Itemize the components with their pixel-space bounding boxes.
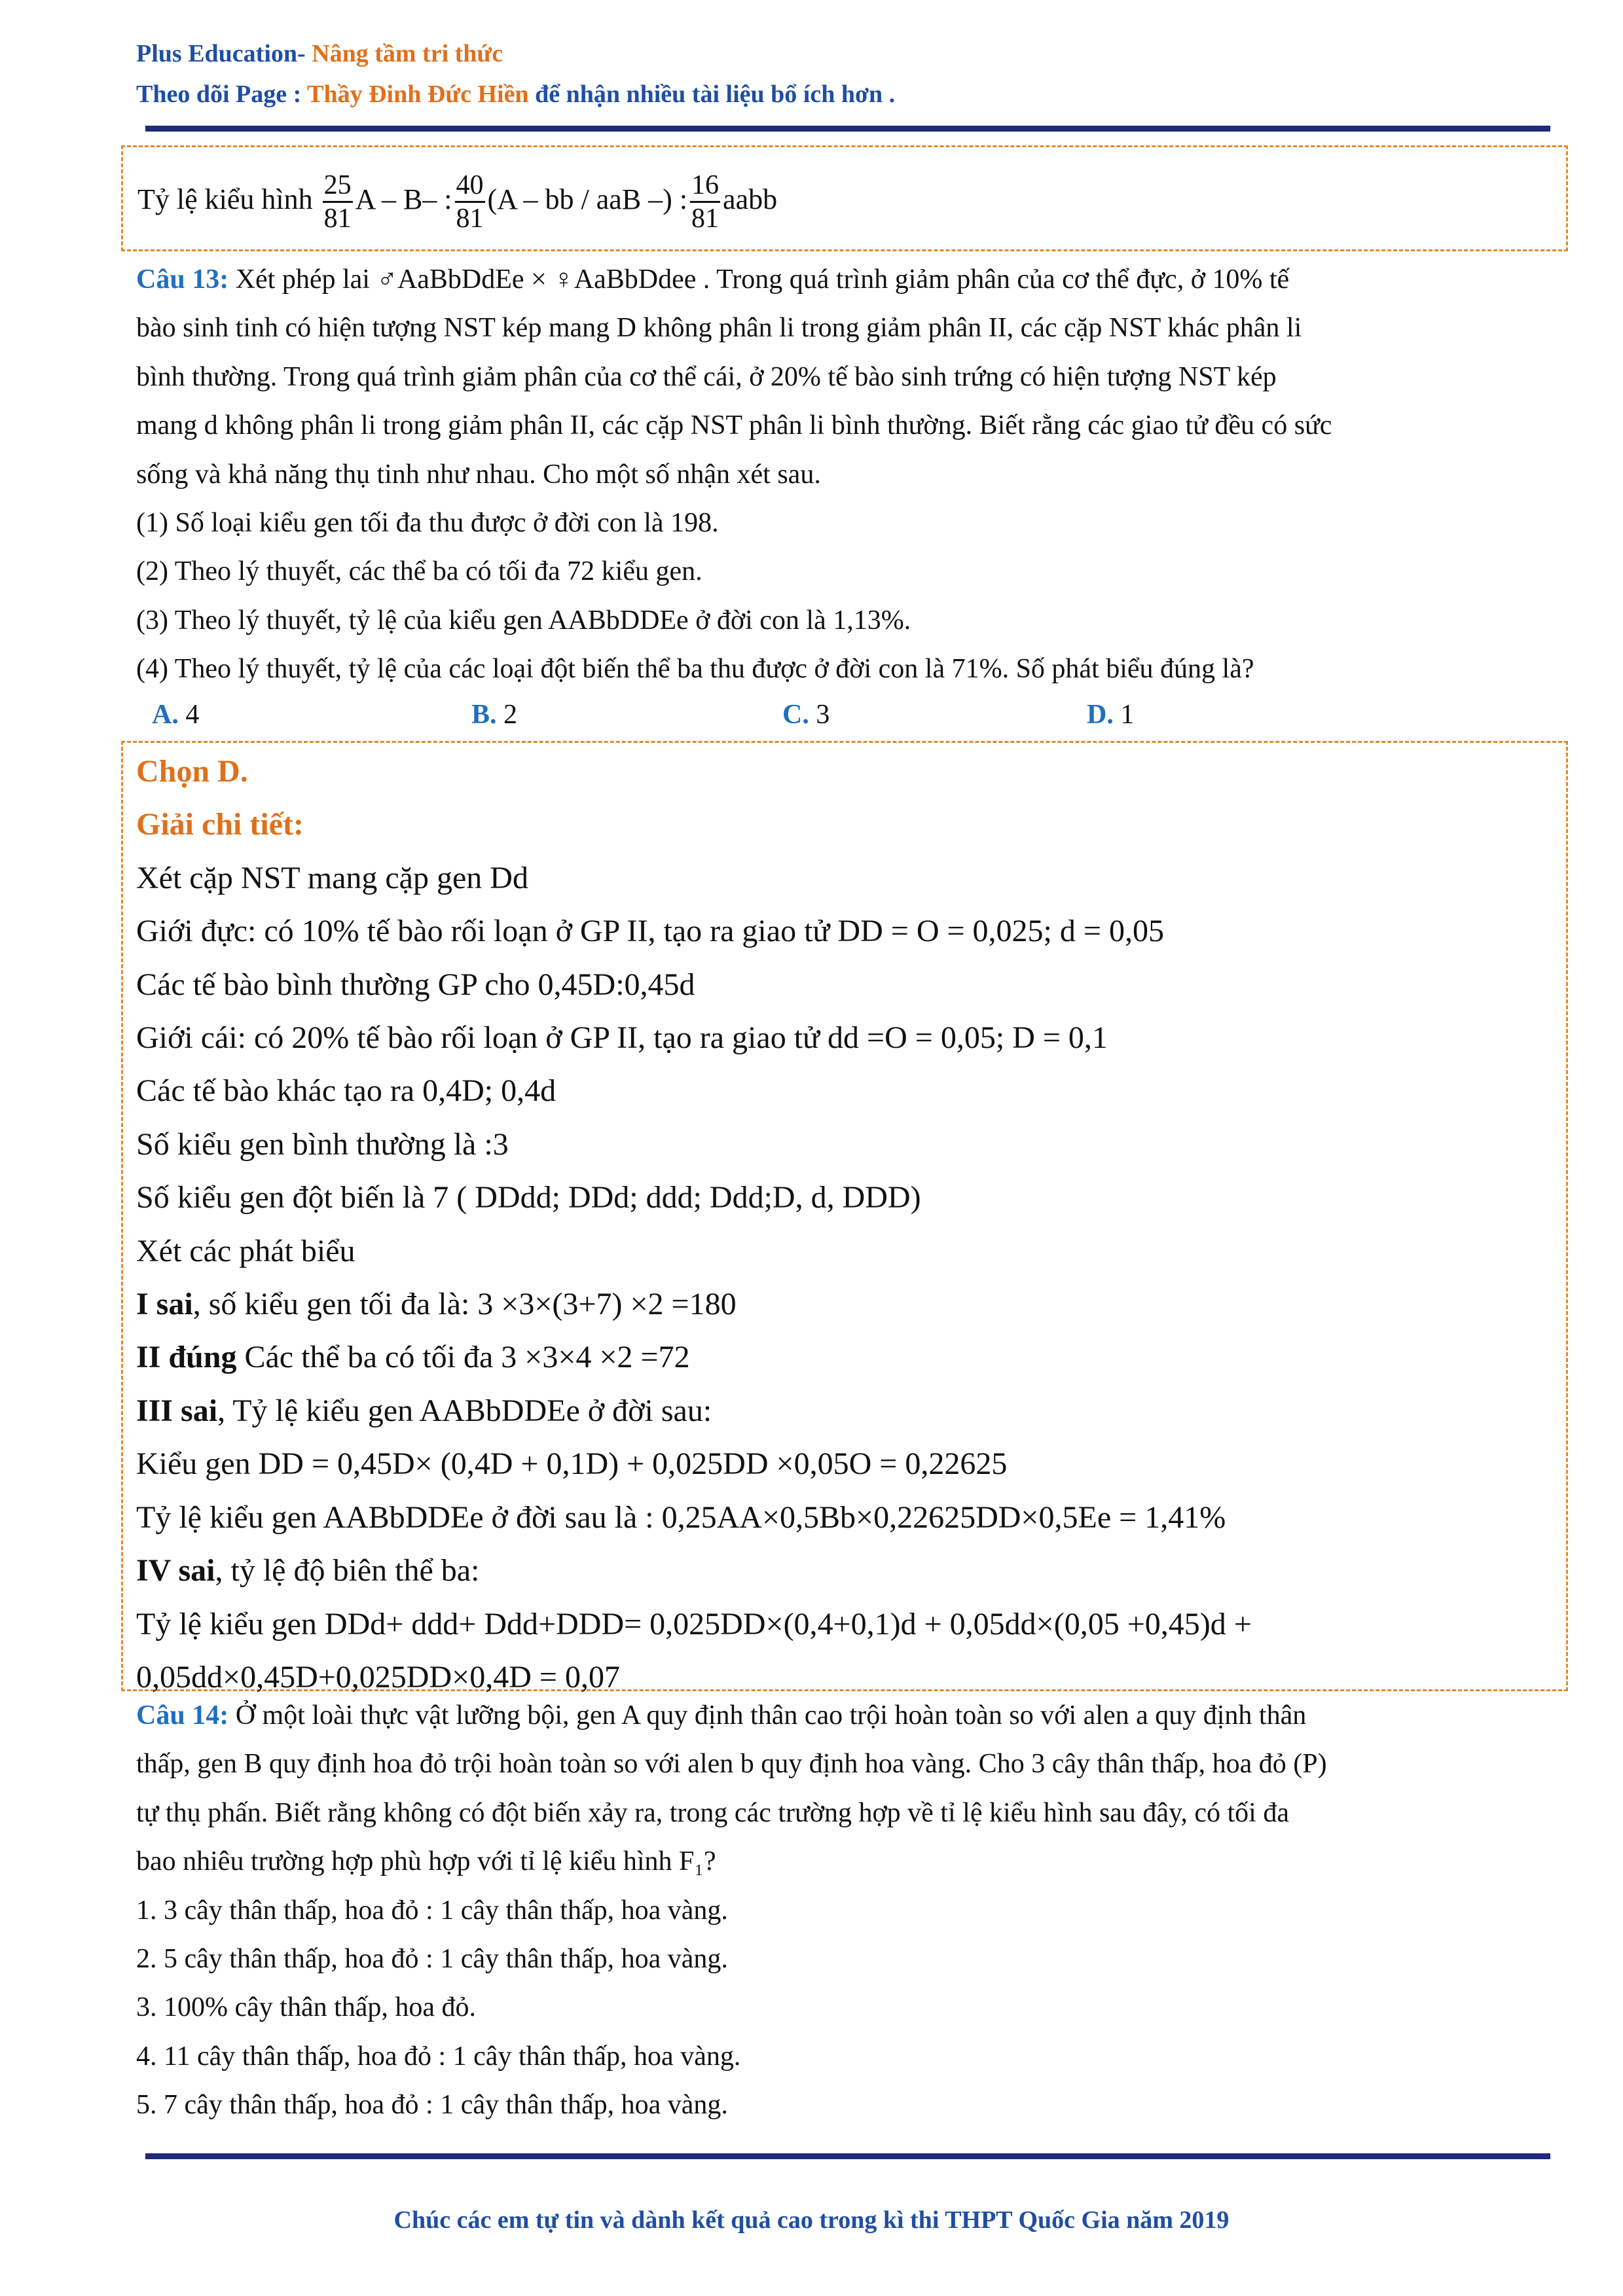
q14-line-4: bao nhiêu trường hợp phù hợp với tỉ lệ kiểu hình F₁? bbox=[136, 1846, 716, 1877]
verdict-4: IV sai bbox=[136, 1553, 215, 1588]
option-b-text: 2 bbox=[496, 700, 518, 730]
q13-line-1-text: Xét phép lai ♂AaBbDdEe × ♀AaBbDdee . Trong quá trình giảm phân của cơ thể đực, ở 10% tế bbox=[228, 264, 1290, 295]
option-c-text: 3 bbox=[809, 700, 830, 730]
q14-line-1-text: Ở một loài thực vật lưỡng bội, gen A quy định thân cao trội hoàn toàn so với alen a quy định thân bbox=[228, 1700, 1307, 1731]
solution-line-14 bbox=[136, 1544, 1252, 1597]
fraction-2-num: 40 bbox=[455, 170, 485, 203]
brand-tagline: Nâng tầm tri thức bbox=[305, 40, 503, 67]
q13-option-a[interactable] bbox=[152, 695, 199, 734]
follow-suffix: để nhận nhiều tài liệu bổ ích hơn . bbox=[528, 81, 896, 108]
solution-line-15: Tỷ lệ kiểu gen DDd+ ddd+ Ddd+DDD= 0,025DD×(0,4+0,1)d + 0,05dd×(0,05 +0,45)d + bbox=[136, 1606, 1252, 1641]
solution-line-8: Xét các phát biểu bbox=[136, 1233, 356, 1268]
fraction-1-num: 25 bbox=[323, 170, 353, 203]
solution-line-10 bbox=[136, 1331, 1252, 1384]
solution-line-10-text: Các thể ba có tối đa 3 ×3×4 ×2 =72 bbox=[236, 1340, 690, 1375]
fraction-3 bbox=[690, 170, 720, 234]
ratio-term-3: aabb bbox=[723, 183, 778, 215]
fraction-2-den: 81 bbox=[456, 204, 484, 234]
option-d-text: 1 bbox=[1113, 700, 1135, 730]
q14-case-1: 1. 3 cây thân thấp, hoa đỏ : 1 cây thân thấp, hoa vàng. bbox=[136, 1895, 728, 1926]
ratio-formula bbox=[137, 159, 777, 240]
question-14 bbox=[136, 1691, 1493, 2130]
header-rule bbox=[145, 126, 1550, 132]
verdict-1: I sai bbox=[136, 1287, 193, 1322]
solution-line-16: 0,05dd×0,45D+0,025DD×0,4D = 0,07 bbox=[136, 1659, 620, 1695]
fraction-2 bbox=[455, 170, 485, 234]
verdict-2: II đúng bbox=[136, 1340, 237, 1375]
solution-line-5: Các tế bào khác tạo ra 0,4D; 0,4d bbox=[136, 1073, 556, 1109]
option-d-letter: D. bbox=[1087, 700, 1114, 730]
ratio-box bbox=[121, 145, 1568, 251]
solution-line-14-text: , tỷ lệ độ biên thể ba: bbox=[215, 1553, 480, 1588]
fraction-1 bbox=[323, 170, 353, 234]
q13-statement-1: (1) Số loại kiểu gen tối đa thu được ở đời con là 198. bbox=[136, 508, 719, 539]
q13-line-1 bbox=[136, 255, 1493, 304]
q13-line-5: sống và khả năng thụ tinh như nhau. Cho một số nhận xét sau. bbox=[136, 459, 821, 490]
q13-option-b[interactable] bbox=[471, 695, 517, 734]
solution-line-13: Tỷ lệ kiểu gen AABbDDEe ở đời sau là : 0,25AA×0,5Bb×0,22625DD×0,5Ee = 1,41% bbox=[136, 1499, 1226, 1535]
verdict-3: III sai bbox=[136, 1393, 218, 1428]
fraction-3-num: 16 bbox=[690, 170, 720, 203]
q14-case-5: 5. 7 cây thân thấp, hoa đỏ : 1 cây thân thấp, hoa vàng. bbox=[136, 2090, 728, 2121]
ratio-term-1: A – B– : bbox=[355, 183, 452, 215]
solution-line-3: Các tế bào bình thường GP cho 0,45D:0,45d bbox=[136, 967, 695, 1002]
option-b-letter: B. bbox=[471, 700, 497, 730]
q14-label: Câu 14: bbox=[136, 1700, 229, 1731]
q14-line-2: thấp, gen B quy định hoa đỏ trội hoàn toàn so với alen b quy định hoa vàng. Cho 3 cây thân thấp, hoa đỏ (P) bbox=[136, 1749, 1327, 1780]
solution-line-11 bbox=[136, 1384, 1252, 1437]
question-13 bbox=[136, 255, 1493, 694]
option-c-letter: C. bbox=[782, 700, 809, 730]
q13-option-c[interactable] bbox=[782, 695, 830, 734]
footer-message: Chúc các em tự tin và dành kết quả cao trong kì thi THPT Quốc Gia năm 2019 bbox=[393, 2206, 1230, 2234]
solution-line-2: Giới đực: có 10% tế bào rối loạn ở GP II, tạo ra giao tử DD = O = 0,025; d = 0,05 bbox=[136, 914, 1164, 949]
q13-option-d[interactable] bbox=[1087, 695, 1134, 734]
brand-name: Plus Education- bbox=[136, 40, 306, 67]
ratio-label: Tỷ lệ kiểu hình bbox=[137, 183, 313, 215]
footer-rule bbox=[145, 2153, 1550, 2159]
q13-line-3: bình thường. Trong quá trình giảm phân của cơ thể cái, ở 20% tế bào sinh trứng có hiện tượng NST kép bbox=[136, 361, 1277, 392]
solution-line-9 bbox=[136, 1278, 1252, 1331]
option-a-text: 4 bbox=[178, 700, 200, 730]
ratio-term-2: (A – bb / aaB –) : bbox=[487, 183, 688, 215]
q13-line-2: bào sinh tinh có hiện tượng NST kép mang D không phân li trong giảm phân II, các cặp NST khác phân li bbox=[136, 313, 1302, 344]
solution-line-6: Số kiểu gen bình thường là :3 bbox=[136, 1126, 509, 1162]
solution-line-11-text: , Tỷ lệ kiểu gen AABbDDEe ở đời sau: bbox=[217, 1393, 712, 1428]
q14-case-4: 4. 11 cây thân thấp, hoa đỏ : 1 cây thân thấp, hoa vàng. bbox=[136, 2041, 741, 2072]
solution-line-7: Số kiểu gen đột biến là 7 ( DDdd; DDd; ddd; Ddd;D, d, DDD) bbox=[136, 1180, 921, 1215]
solution-choice: Chọn D. bbox=[136, 754, 248, 789]
header-line-1 bbox=[136, 39, 503, 68]
solution-content bbox=[136, 745, 1252, 1704]
q14-line-1 bbox=[136, 1691, 1493, 1740]
solution-line-9-text: , số kiểu gen tối đa là: 3 ×3×(3+7) ×2 =180 bbox=[192, 1287, 737, 1322]
solution-line-12: Kiểu gen DD = 0,45D× (0,4D + 0,1D) + 0,025DD ×0,05O = 0,22625 bbox=[136, 1446, 1008, 1482]
solution-heading: Giải chi tiết: bbox=[136, 807, 304, 842]
q13-statement-2: (2) Theo lý thuyết, các thể ba có tối đa 72 kiểu gen. bbox=[136, 556, 702, 587]
q13-statement-4: (4) Theo lý thuyết, tỷ lệ của các loại đột biến thể ba thu được ở đời con là 71%. Số phát biểu đúng là? bbox=[136, 654, 1254, 685]
solution-line-1: Xét cặp NST mang cặp gen Dd bbox=[136, 860, 528, 895]
q13-statement-3: (3) Theo lý thuyết, tỷ lệ của kiểu gen AABbDDEe ở đời con là 1,13%. bbox=[136, 605, 911, 636]
option-a-letter: A. bbox=[152, 700, 179, 730]
fraction-1-den: 81 bbox=[323, 204, 352, 234]
teacher-name: Thầy Đinh Đức Hiền bbox=[307, 81, 529, 108]
fraction-3-den: 81 bbox=[691, 204, 720, 234]
q13-line-4: mang d không phân li trong giảm phân II, các cặp NST phân li bình thường. Biết rằng các giao tử đều có sức bbox=[136, 410, 1332, 441]
q14-case-2: 2. 5 cây thân thấp, hoa đỏ : 1 cây thân thấp, hoa vàng. bbox=[136, 1944, 728, 1975]
header-line-2 bbox=[136, 80, 895, 109]
q13-label: Câu 13: bbox=[136, 264, 229, 295]
q14-line-3: tự thụ phấn. Biết rằng không có đột biến xảy ra, trong các trường hợp về tỉ lệ kiểu hình sau đây, có tối đa bbox=[136, 1797, 1289, 1828]
solution-line-4: Giới cái: có 20% tế bào rối loạn ở GP II, tạo ra giao tử dd =O = 0,05; D = 0,1 bbox=[136, 1020, 1108, 1056]
follow-prefix: Theo dõi Page : bbox=[136, 81, 308, 108]
q14-case-3: 3. 100% cây thân thấp, hoa đỏ. bbox=[136, 1992, 477, 2023]
